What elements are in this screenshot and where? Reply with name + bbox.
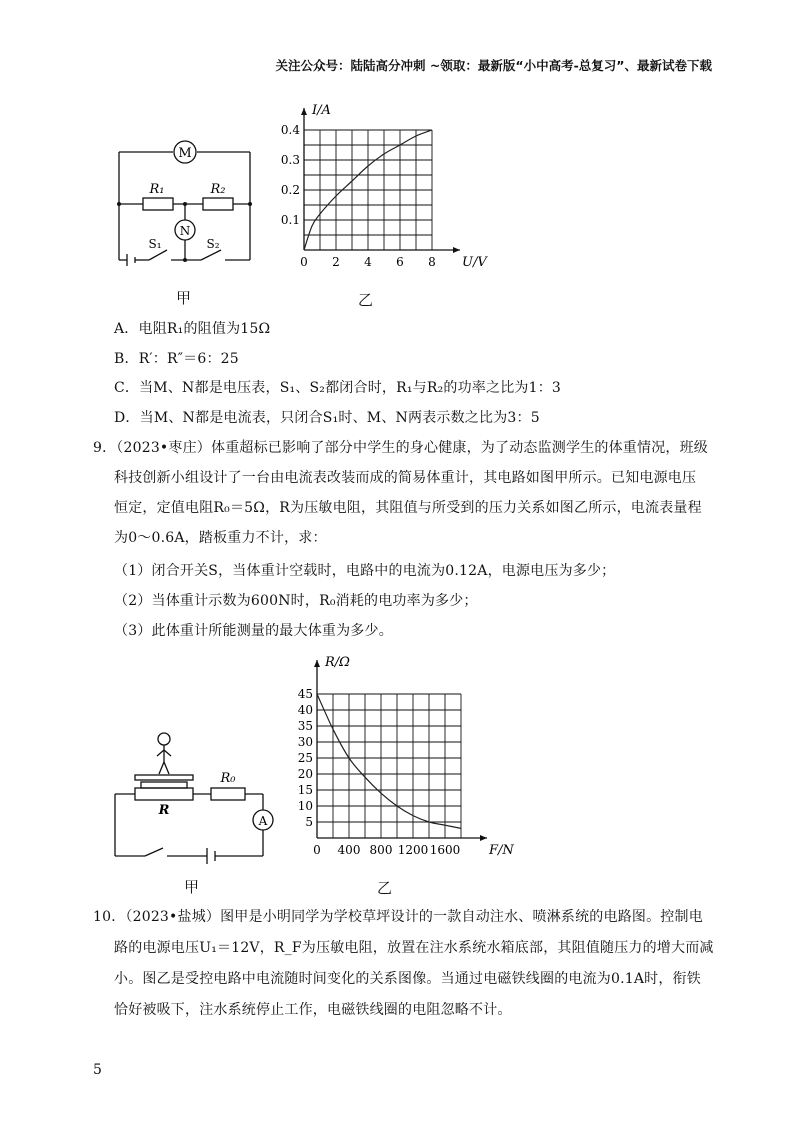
y-tick-label: 45 [297, 687, 313, 701]
y-tick-label: 30 [297, 735, 313, 749]
x-tick-label: 800 [369, 843, 393, 857]
q9-circuit-diagram [105, 728, 275, 868]
q8-option-a: A．电阻R₁的阻值为15Ω [114, 321, 271, 337]
y-tick-label: 20 [297, 767, 313, 781]
x-tick-label: 1600 [429, 843, 461, 857]
r2-label: R₂ [210, 182, 226, 197]
q10-line-4: 恰好被吸下，注水系统停止工作，电磁铁线圈的电阻忽略不计。 [114, 1002, 512, 1018]
r-label: R [158, 803, 170, 818]
meter-m-label: M [178, 146, 192, 161]
y-tick-label: 15 [297, 783, 313, 797]
q8-fig-left-caption: 甲 [176, 289, 192, 307]
x-axis-arrow [480, 835, 487, 841]
y-tick-label: 25 [297, 751, 313, 765]
y-tick-label: 0.1 [280, 213, 300, 227]
q9-fig-left-caption: 甲 [184, 878, 200, 896]
q8-fig-right-caption: 乙 [358, 291, 374, 309]
q9-sub-1: （1）闭合开关S，当体重计空载时，电路中的电流为0.12A，电源电压为多少； [114, 563, 616, 579]
q9-sub-3: （3）此体重计所能测量的最大体重为多少。 [114, 623, 393, 639]
x-tick-label: 0 [300, 255, 308, 269]
y-tick-label: 5 [305, 815, 313, 829]
y-tick-label: 0.3 [280, 153, 300, 167]
q9-sub-2: （2）当体重计示数为600N时，R₀消耗的电功率为多少； [114, 593, 478, 609]
q8-iu-chart [275, 88, 495, 288]
q9-line-4: 为0～0.6A，踏板重力不计，求： [114, 530, 327, 546]
x-tick-label: 8 [428, 255, 436, 269]
y-tick-label: 40 [297, 703, 313, 717]
y-axis-label: R/Ω [325, 655, 350, 670]
r0-label: R₀ [220, 771, 236, 786]
q9-line-2: 科技创新小组设计了一台由电流表改装而成的简易体重计，其电路如图甲所示。已知电源电压 [114, 470, 697, 486]
s1-label: S₁ [148, 237, 162, 251]
q9-line-1: 9．（2023•枣庄）体重超标已影响了部分中学生的身心健康，为了动态监测学生的体重情况，班级 [93, 440, 708, 456]
q9-line-3: 恒定，定值电阻R₀＝5Ω，R为压敏电阻，其阻值与所受到的压力关系如图乙所示，电流表量程 [114, 500, 702, 516]
y-tick-label: 10 [297, 799, 313, 813]
x-tick-label: 0 [313, 843, 321, 857]
page-header: 关注公众号：陆陆高分冲刺 ~领取：最新版“小中高考-总复习”、最新试卷下载 [275, 58, 712, 73]
meter-n-label: N [179, 224, 191, 238]
x-axis-label: F/N [489, 843, 514, 858]
y-tick-label: 0.4 [280, 123, 300, 137]
y-tick-label: 35 [297, 719, 313, 733]
x-axis-arrow [453, 247, 460, 253]
q9-rf-chart [280, 645, 520, 870]
x-tick-label: 1200 [397, 843, 429, 857]
ammeter-label: A [258, 814, 268, 828]
x-axis-label: U/V [462, 255, 487, 270]
page-number: 5 [93, 1062, 102, 1078]
x-tick-label: 4 [364, 255, 372, 269]
q10-line-3: 小。图乙是受控电路中电流随时间变化的关系图像。当通过电磁铁线圈的电流为0.1A时，衔铁 [114, 971, 701, 987]
r1-label: R₁ [149, 182, 165, 197]
y-axis-arrow [314, 660, 320, 667]
series-curve [317, 694, 461, 828]
x-tick-label: 6 [396, 255, 404, 269]
y-axis-label: I/A [312, 103, 331, 118]
s2-label: S₂ [206, 237, 220, 251]
q8-option-d: D．当M、N都是电流表，只闭合S₁时、M、N两表示数之比为3：5 [114, 410, 540, 426]
y-tick-label: 0.2 [280, 183, 300, 197]
q10-line-2: 路的电源电压U₁＝12V，R_F为压敏电阻，放置在注水系统水箱底部，其阻值随压力的增大而减 [114, 940, 714, 956]
q8-option-b: B．R′：R″＝6：25 [114, 351, 239, 367]
q8-option-c: C．当M、N都是电压表，S₁、S₂都闭合时，R₁与R₂的功率之比为1：3 [114, 380, 562, 396]
x-tick-label: 400 [337, 843, 361, 857]
q8-circuit-diagram [105, 132, 265, 272]
x-tick-label: 2 [332, 255, 340, 269]
q10-line-1: 10．（2023•盐城）图甲是小明同学为学校草坪设计的一款自动注水、喷淋系统的电路图。控制电 [93, 909, 703, 925]
q9-fig-right-caption: 乙 [377, 879, 393, 897]
y-axis-arrow [301, 108, 307, 115]
